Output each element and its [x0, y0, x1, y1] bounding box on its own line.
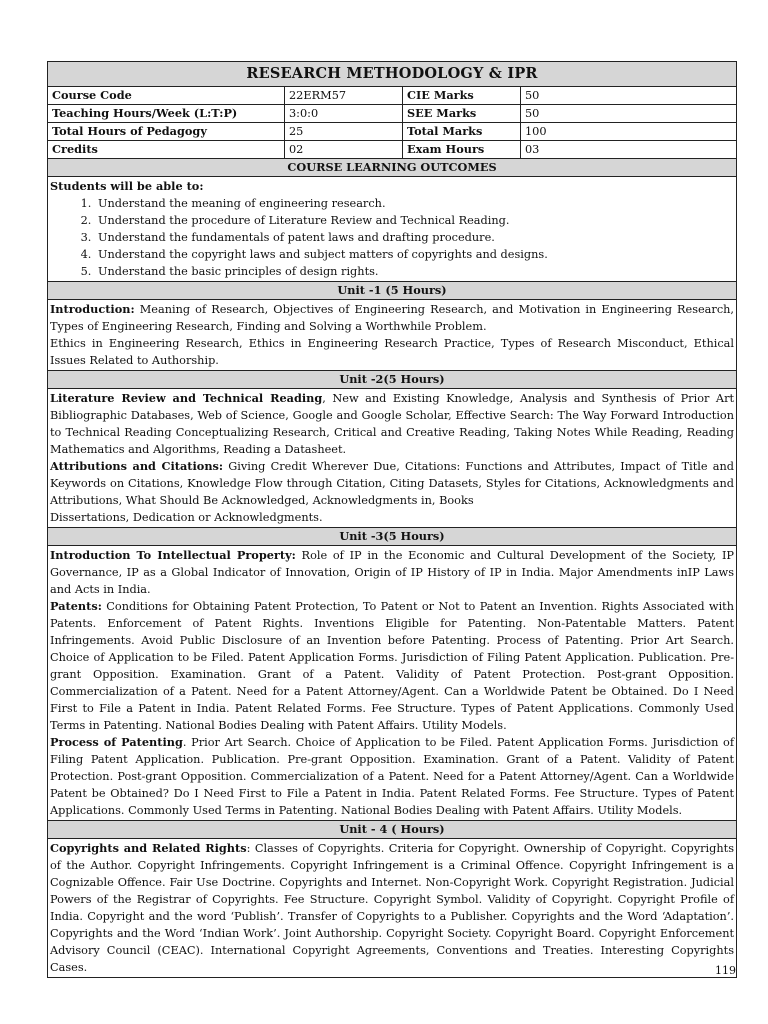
unit-paragraph	[50, 734, 734, 819]
syllabus-page	[47, 61, 736, 978]
unit-heading: Unit -1 (5 Hours)	[48, 282, 737, 300]
unit-paragraph	[50, 335, 734, 369]
outcomes-list	[50, 195, 734, 280]
info-label: CIE Marks	[403, 87, 521, 105]
paragraph-text: Conditions for Obtaining Patent Protection, To Patent or Not to Patent an Invention. Rights Associated with Patents. Enforcement of Patent Rights. Inventions Eligible for Patenting. Non-Patentable Matters. Patent Infringements. Avoid Public Disclosure of an Invention before Patenting. Process of Patenting. Prior Art Search. Choice of Application to be Filed. Patent Application Forms. Jurisdiction of Filing Patent Application. Publication. Pre-grant Opposition. Examination. Grant of a Patent. Validity of Patent Protection. Post-grant Opposition. Commercialization of a Patent. Need for a Patent Attorney/Agent. Can a Worldwide Patent be Obtained. Do I Need First to File a Patent in India. Patent Related Forms. Fee Structure. Types of Patent Applications. Commonly Used Terms in Patenting. National Bodies Dealing with Patent Affairs. Utility Models.	[50, 600, 735, 732]
info-label: Exam Hours	[403, 141, 521, 159]
info-value: 22ERM57	[285, 87, 403, 105]
paragraph-lead: Copyrights and Related Rights	[50, 841, 247, 855]
unit-paragraph	[50, 458, 734, 509]
unit-paragraph	[50, 840, 734, 976]
paragraph-text: , New and Existing Knowledge, Analysis and Synthesis of Prior Art Bibliographic Databases, Web of Science, Google and Google Scholar, Effective Search: The Way Forward Introduction to Technical Reading Conceptualizing Research, Critical and Creative Reading, Taking Notes While Reading, Reading Mathematics and Algorithms, Reading a Datasheet.	[50, 392, 735, 456]
info-row	[48, 141, 737, 159]
unit-heading: Unit - 4 ( Hours)	[48, 821, 737, 839]
paragraph-lead: Literature Review and Technical Reading	[50, 391, 323, 405]
info-label: Total Marks	[403, 123, 521, 141]
outcome-item: 2. Understand the procedure of Literature Review and Technical Reading.	[95, 212, 734, 229]
paragraph-text: . Prior Art Search. Choice of Application to be Filed. Patent Application Forms. Jurisdiction of Filing Patent Application. Publication. Pre-grant Opposition. Examination. Grant of a Patent. Validity of Patent Protection. Post-grant Opposition. Commercialization of a Patent. Need for a Patent Attorney/Agent. Can a Worldwide Patent be Obtained? Do I Need First to File a Patent in India. Patent Related Forms. Fee Structure. Types of Patent Applications. Commonly Used Terms in Patenting. National Bodies Dealing with Patent Affairs. Utility Models.	[50, 736, 735, 817]
info-row	[48, 123, 737, 141]
outcome-item: 4. Understand the copyright laws and subject matters of copyrights and designs.	[95, 246, 734, 263]
outcomes-heading: COURSE LEARNING OUTCOMES	[48, 159, 737, 177]
outcome-item: 5. Understand the basic principles of design rights.	[95, 263, 734, 280]
info-row	[48, 105, 737, 123]
info-value: 50	[521, 87, 737, 105]
info-value: 50	[521, 105, 737, 123]
paragraph-lead: Attributions and Citations:	[50, 459, 224, 473]
paragraph-text: Meaning of Research, Objectives of Engineering Research, and Motivation in Engineering Research, Types of Engineering Research, Finding and Solving a Worthwhile Problem.	[50, 303, 735, 333]
paragraph-text: Dissertations, Dedication or Acknowledgments.	[50, 511, 323, 524]
unit-body	[48, 546, 737, 821]
outcomes-body	[48, 177, 737, 282]
unit-paragraph	[50, 547, 734, 598]
outcome-item: 1. Understand the meaning of engineering research.	[95, 195, 734, 212]
unit-paragraph	[50, 598, 734, 734]
info-label: SEE Marks	[403, 105, 521, 123]
info-label: Total Hours of Pedagogy	[48, 123, 285, 141]
syllabus-table	[47, 61, 737, 978]
info-row	[48, 87, 737, 105]
info-value: 03	[521, 141, 737, 159]
info-label: Course Code	[48, 87, 285, 105]
paragraph-text: Ethics in Engineering Research, Ethics in Engineering Research Practice, Types of Research Misconduct, Ethical Issues Related to Authorship.	[50, 337, 735, 367]
info-value: 02	[285, 141, 403, 159]
unit-paragraph	[50, 390, 734, 458]
paragraph-text: : Classes of Copyrights. Criteria for Copyright. Ownership of Copyright. Copyrights of the Author. Copyright Infringements. Copyright Infringement is a Criminal Offence. Copyright Infringement is a Cognizable Offence. Fair Use Doctrine. Copyrights and Internet. Non-Copyright Work. Copyright Registration. Judicial Powers of the Registrar of Copyrights. Fee Structure. Copyright Symbol. Validity of Copyright. Copyright Profile of India. Copyright and the word ‘Publish’. Transfer of Copyrights to a Publisher. Copyrights and the Word ‘Adaptation’. Copyrights and the Word ‘Indian Work’. Joint Authorship. Copyright Society. Copyright Board. Copyright Enforcement Advisory Council (CEAC). International Copyright Agreements, Conventions and Treaties. Interesting Copyrights Cases.	[50, 842, 735, 974]
unit-body	[48, 839, 737, 978]
unit-body	[48, 300, 737, 371]
course-title: RESEARCH METHODOLOGY & IPR	[48, 62, 737, 87]
paragraph-text: Giving Credit Wherever Due, Citations: Functions and Attributes, Impact of Title and Keywords on Citations, Knowledge Flow through Citation, Citing Datasets, Styles for Citations, Acknowledgments and Attributions, What Should Be Acknowledged, Acknowledgments in, Books	[50, 460, 735, 507]
paragraph-lead: Introduction To Intellectual Property:	[50, 548, 296, 562]
unit-paragraph	[50, 509, 734, 526]
info-label: Teaching Hours/Week (L:T:P)	[48, 105, 285, 123]
info-value: 3:0:0	[285, 105, 403, 123]
info-value: 25	[285, 123, 403, 141]
info-label: Credits	[48, 141, 285, 159]
paragraph-lead: Introduction:	[50, 302, 135, 316]
unit-body	[48, 389, 737, 528]
unit-paragraph	[50, 301, 734, 335]
outcomes-intro: Students will be able to:	[50, 179, 204, 193]
page-number: 119	[715, 964, 736, 977]
paragraph-text: Role of IP in the Economic and Cultural Development of the Society, IP Governance, IP as a Global Indicator of Innovation, Origin of IP History of IP in India. Major Amendments inIP Laws and Acts in India.	[50, 549, 735, 596]
info-value: 100	[521, 123, 737, 141]
paragraph-lead: Process of Patenting	[50, 735, 183, 749]
outcome-item: 3. Understand the fundamentals of patent laws and drafting procedure.	[95, 229, 734, 246]
paragraph-lead: Patents:	[50, 599, 102, 613]
unit-heading: Unit -2(5 Hours)	[48, 371, 737, 389]
unit-heading: Unit -3(5 Hours)	[48, 528, 737, 546]
